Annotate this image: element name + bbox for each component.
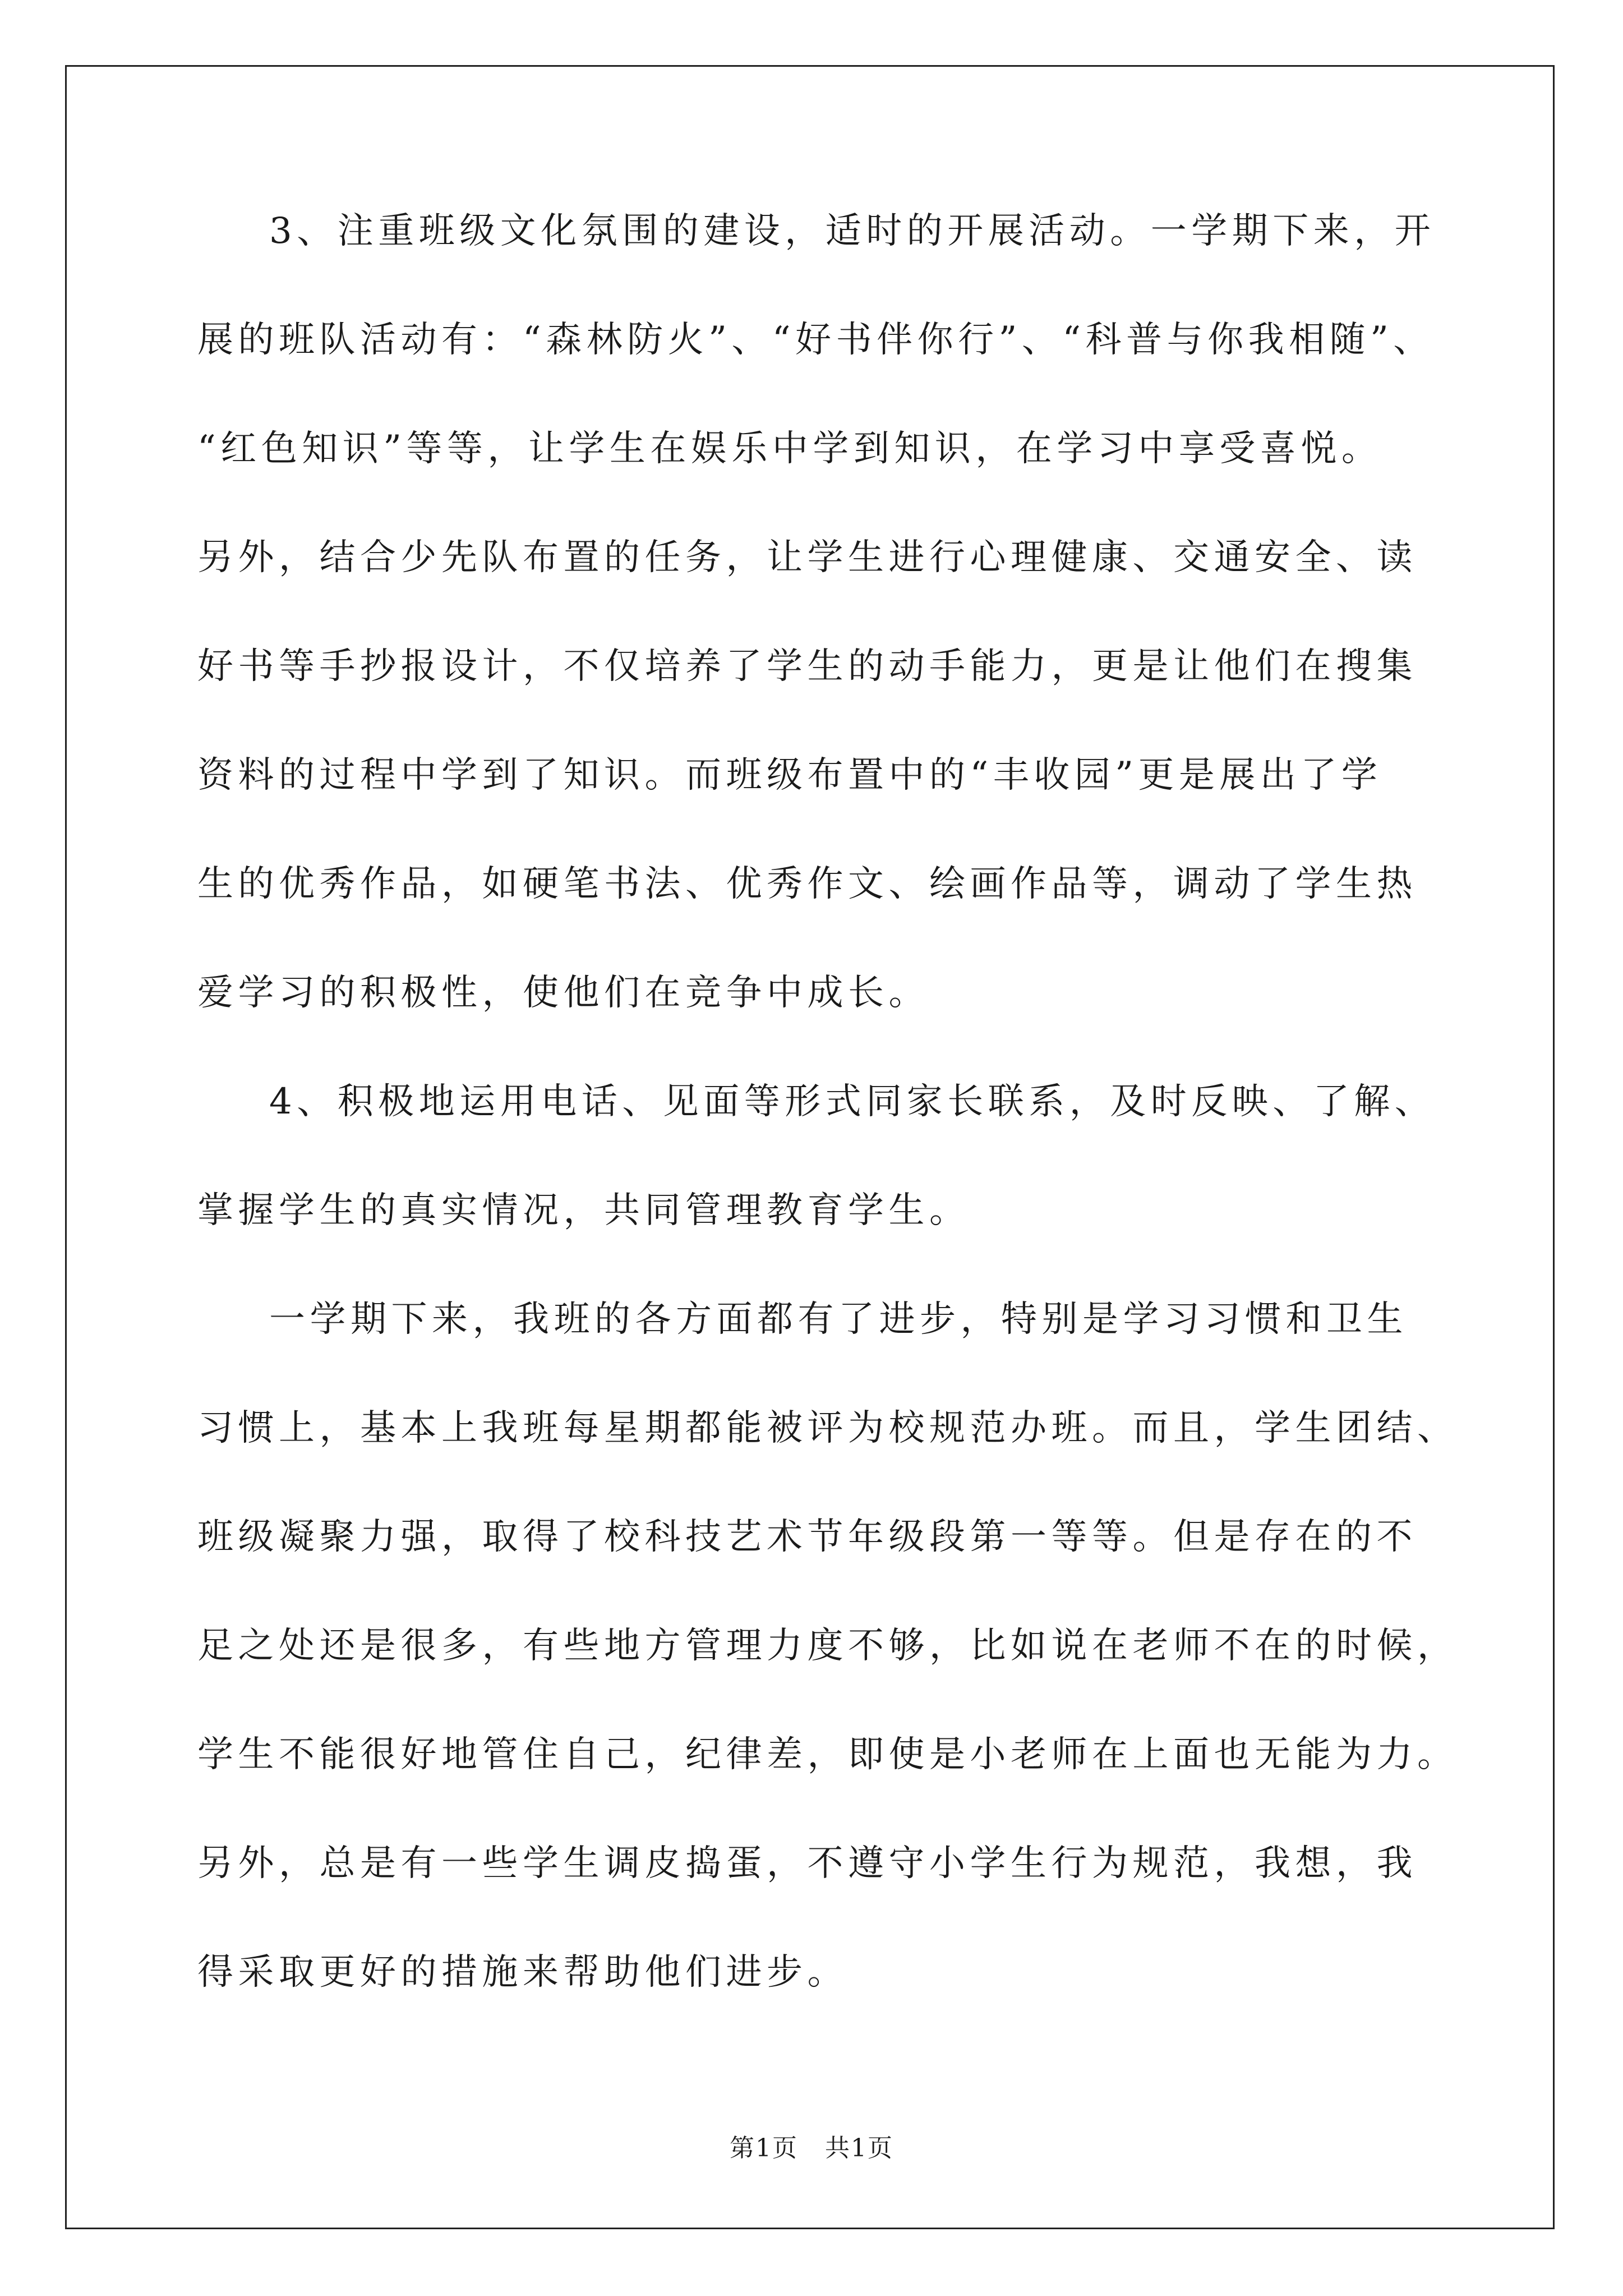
- paragraph-line: “红色知识”等等，让学生在娱乐中学到知识，在学习中享受喜悦。: [197, 428, 1382, 470]
- page-number: 第1页 共1页: [730, 2134, 893, 2162]
- paragraph-line: 另外，结合少先队布置的任务，让学生进行心理健康、交通安全、读: [197, 537, 1417, 578]
- paragraph-line: 展的班队活动有：“森林防火”、“好书伴你行”、“科普与你我相随”、: [197, 319, 1434, 361]
- paragraph-line: 另外，总是有一些学生调皮捣蛋，不遵守小学生行为规范，我想，我: [197, 1843, 1417, 1884]
- paragraph-line: 生的优秀作品，如硬笔书法、优秀作文、绘画作品等，调动了学生热: [197, 863, 1417, 905]
- paragraph-line: 好书等手抄报设计，不仅培养了学生的动手能力，更是让他们在搜集: [197, 646, 1417, 687]
- paragraph-line: 得采取更好的措施来帮助他们进步。: [197, 1952, 848, 1993]
- paragraph-line: 班级凝聚力强，取得了校科技艺术节年级段第一等等。但是存在的不: [197, 1516, 1417, 1558]
- paragraph-line: 掌握学生的真实情况，共同管理教育学生。: [197, 1190, 970, 1231]
- paragraph-line: 3、注重班级文化氛围的建设，适时的开展活动。一学期下来，开: [269, 210, 1436, 252]
- paragraph-line: 习惯上，基本上我班每星期都能被评为校规范办班。而且，学生团结、: [197, 1407, 1458, 1449]
- paragraph-line: 一学期下来，我班的各方面都有了进步，特别是学习习惯和卫生: [269, 1299, 1408, 1340]
- paragraph-line: 爱学习的积极性，使他们在竞争中成长。: [197, 972, 929, 1014]
- paragraph-line: 学生不能很好地管住自己，纪律差，即使是小老师在上面也无能为力。: [197, 1734, 1458, 1775]
- paragraph-line: 足之处还是很多，有些地方管理力度不够，比如说在老师不在的时候，: [197, 1625, 1458, 1667]
- page-border: [65, 65, 1555, 2229]
- paragraph-line: 资料的过程中学到了知识。而班级布置中的“丰收园”更是展出了学: [197, 754, 1382, 796]
- paragraph-line: 4、积极地运用电话、见面等形式同家长联系，及时反映、了解、: [269, 1081, 1436, 1122]
